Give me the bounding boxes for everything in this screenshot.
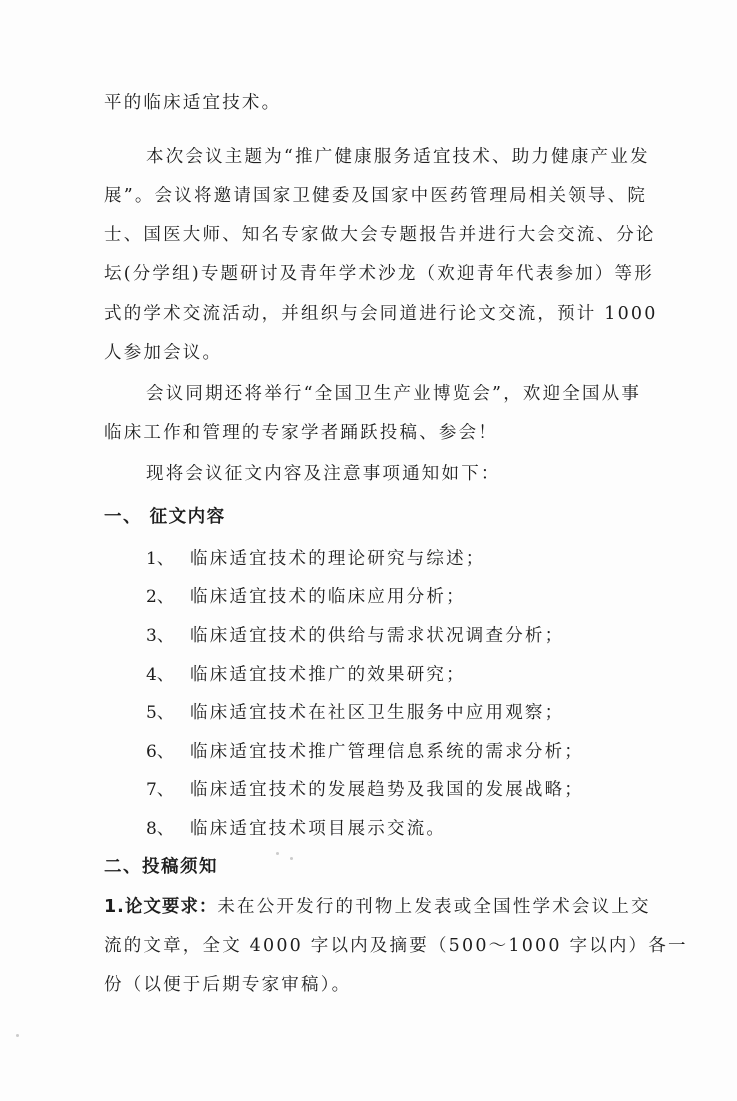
paragraph-line: 坛(分学组)专题研讨及青年学术沙龙（欢迎青年代表参加）等形: [104, 264, 654, 284]
list-item-number: 2、: [146, 587, 174, 607]
section-heading: 二、投稿须知: [104, 857, 218, 877]
list-item-number: 1、: [146, 549, 174, 569]
paragraph-line: 现将会议征文内容及注意事项通知如下：: [146, 464, 501, 484]
paragraph-line: 临床工作和管理的专家学者踊跃投稿、参会！: [104, 423, 498, 443]
scan-speck: [16, 1034, 19, 1037]
scan-speck: [276, 852, 279, 855]
list-item-text: 临床适宜技术的临床应用分析；: [190, 587, 466, 607]
requirement-text: 未在公开发行的刊物上发表或全国性学术会议上交: [217, 897, 651, 917]
paragraph-line: 平的临床适宜技术。: [104, 93, 282, 113]
paragraph-line: 展”。会议将邀请国家卫健委及国家中医药管理局相关领导、院: [104, 186, 648, 206]
list-item-number: 4、: [146, 665, 174, 685]
paragraph-line: 会议同期还将举行“全国卫生产业博览会”，欢迎全国从事: [146, 384, 642, 404]
list-item-number: 3、: [146, 626, 174, 646]
paragraph-line: 士、国医大师、知名专家做大会专题报告并进行大会交流、分论: [104, 225, 656, 245]
list-item-text: 临床适宜技术推广管理信息系统的需求分析；: [190, 742, 584, 762]
paragraph-line: 流的文章，全文 4000 字以内及摘要（500～1000 字以内）各一: [104, 936, 688, 956]
list-item-number: 6、: [146, 742, 174, 762]
list-item-text: 临床适宜技术的供给与需求状况调查分析；: [190, 626, 565, 646]
list-item-text: 临床适宜技术的理论研究与综述；: [190, 549, 486, 569]
list-item-number: 8、: [146, 819, 174, 839]
list-item-text: 临床适宜技术项目展示交流。: [190, 819, 447, 839]
paragraph-line: 人参加会议。: [104, 343, 223, 363]
list-item-number: 5、: [146, 703, 174, 723]
list-item-number: 7、: [146, 780, 174, 800]
section-heading: 一、 征文内容: [104, 507, 226, 527]
list-item-text: 临床适宜技术推广的效果研究；: [190, 665, 466, 685]
paragraph-line: 本次会议主题为“推广健康服务适宜技术、助力健康产业发: [146, 147, 650, 167]
list-item-text: 临床适宜技术在社区卫生服务中应用观察；: [190, 703, 565, 723]
requirement-label: 1.论文要求：: [104, 897, 218, 917]
paragraph-line: 式的学术交流活动，并组织与会同道进行论文交流，预计 1000: [104, 304, 658, 324]
paragraph-line: 份（以便于后期专家审稿）。: [104, 975, 352, 995]
scan-speck: [290, 857, 293, 860]
requirement-line: [104, 895, 651, 919]
list-item-text: 临床适宜技术的发展趋势及我国的发展战略；: [190, 780, 584, 800]
